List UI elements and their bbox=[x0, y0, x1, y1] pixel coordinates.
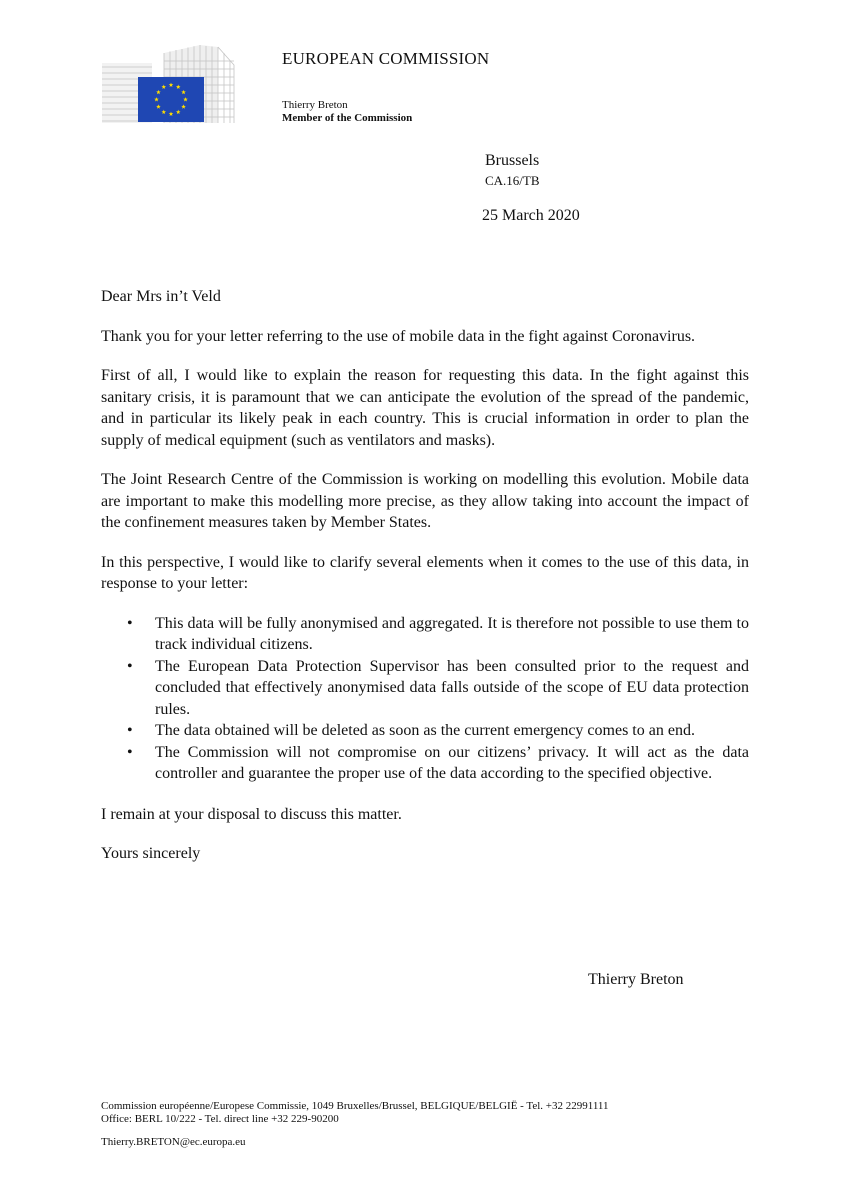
paragraph-reason: First of all, I would like to explain the reason for requesting this data. In the fight against this sanitary crisis, it is paramount that we can anticipate the evolution of the spread of the pandemic, and in particular its likely peak in each country. This is crucial information in order to plan the supply of medical equipment (such as ventilators and masks). bbox=[101, 367, 749, 449]
bullet-icon: • bbox=[127, 657, 133, 675]
letter-city: Brussels bbox=[485, 152, 540, 169]
paragraph-intro: Thank you for your letter referring to the use of mobile data in the fight against Coronavirus. bbox=[101, 327, 696, 345]
footer-address: Commission européenne/Europese Commissie, 1049 Bruxelles/Brussel, BELGIQUE/BELGIË - Tel. +32 22991111 bbox=[101, 1100, 609, 1112]
letter-body bbox=[101, 286, 749, 865]
clarification-list bbox=[101, 613, 749, 785]
sign-off: Yours sincerely bbox=[101, 845, 201, 862]
letter-footer bbox=[101, 1100, 761, 1149]
salutation: Dear Mrs in’t Veld bbox=[101, 288, 221, 305]
sender-name: Thierry Breton bbox=[282, 99, 348, 111]
footer-email: Thierry.BRETON@ec.europa.eu bbox=[101, 1136, 246, 1148]
bullet-icon: • bbox=[127, 743, 133, 761]
list-item-text: The Commission will not compromise on our citizens’ privacy. It will act as the data controller and guarantee the proper use of the data according to the specified objective. bbox=[155, 743, 749, 782]
european-commission-logo bbox=[100, 43, 236, 125]
sender-role: Member of the Commission bbox=[282, 112, 413, 124]
signatory-name: Thierry Breton bbox=[588, 971, 684, 988]
letter-date: 25 March 2020 bbox=[482, 207, 580, 224]
list-item bbox=[101, 742, 749, 785]
list-item bbox=[101, 613, 749, 656]
list-item-text: The data obtained will be deleted as soon as the current emergency comes to an end. bbox=[155, 722, 695, 739]
list-item bbox=[101, 720, 749, 742]
closing-paragraph: I remain at your disposal to discuss this matter. bbox=[101, 805, 402, 823]
organization-name: EUROPEAN COMMISSION bbox=[282, 49, 490, 68]
letter-reference: CA.16/TB bbox=[485, 173, 540, 188]
bullet-icon: • bbox=[127, 614, 133, 632]
footer-office: Office: BERL 10/222 - Tel. direct line +32 229-90200 bbox=[101, 1113, 339, 1125]
list-item bbox=[101, 656, 749, 721]
paragraph-jrc-modelling: The Joint Research Centre of the Commission is working on modelling this evolution. Mobile data are important to make this modelling more precise, as they allow taking into account the impact of the confinement measures taken by Member States. bbox=[101, 471, 749, 531]
paragraph-clarification: In this perspective, I would like to clarify several elements when it comes to the use of this data, in response to your letter: bbox=[101, 553, 749, 592]
list-item-text: This data will be fully anonymised and aggregated. It is therefore not possible to use them to track individual citizens. bbox=[155, 614, 749, 653]
bullet-icon: • bbox=[127, 722, 133, 739]
list-item-text: The European Data Protection Supervisor has been consulted prior to the request and concluded that effectively anonymised data falls outside of the scope of EU data protection rules. bbox=[155, 657, 749, 718]
